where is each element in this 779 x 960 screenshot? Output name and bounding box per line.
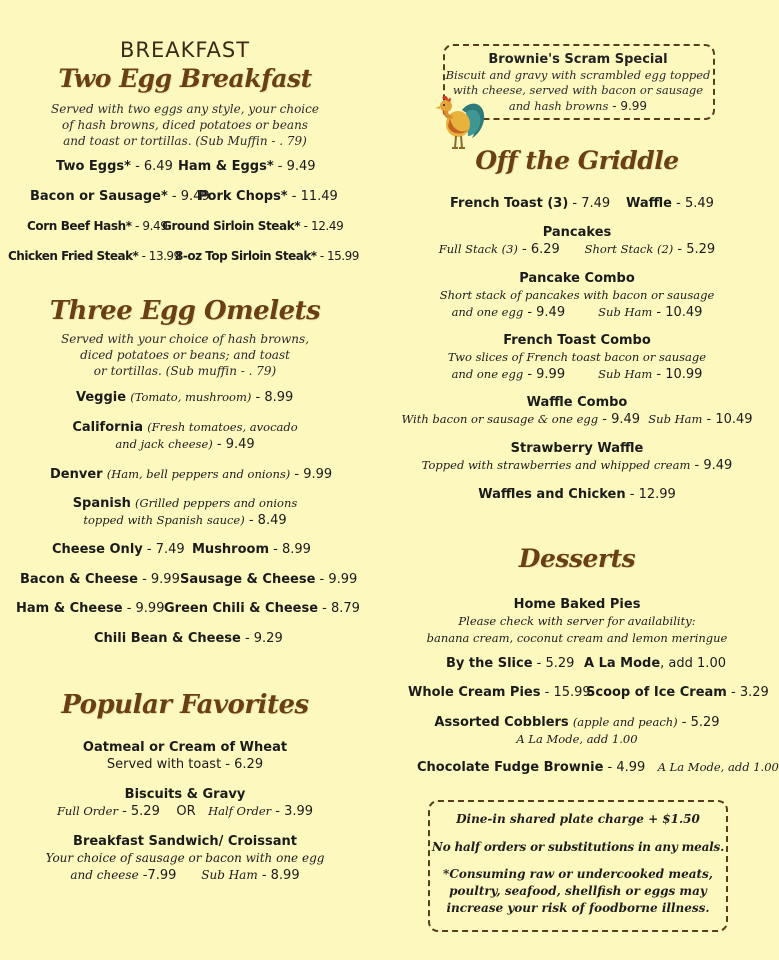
item-waffles-chicken[interactable]: Waffles and Chicken - 12.99 xyxy=(478,487,676,502)
item-cheese-only[interactable]: Cheese Only - 7.49 xyxy=(52,542,185,557)
griddle-title: Off the Griddle xyxy=(475,146,679,175)
item-chicken-fried-steak[interactable]: Chicken Fried Steak* - 13.99 xyxy=(8,249,181,263)
item-mushroom[interactable]: Mushroom - 8.99 xyxy=(192,542,311,557)
item-sausage-cheese[interactable]: Sausage & Cheese - 9.99 xyxy=(180,572,358,587)
item-pancake-combo[interactable]: Pancake Combo Short stack of pancakes with bacon or sausage and one egg - 9.49 Sub Ham - 10.49 xyxy=(439,271,715,320)
breakfast-label: BREAKFAST xyxy=(119,38,251,62)
item-breakfast-sandwich[interactable]: Breakfast Sandwich/ Croissant Your choice of sausage or bacon with one egg and cheese -7.99 Sub Ham - 8.99 xyxy=(45,834,325,883)
item-corn-beef-hash[interactable]: Corn Beef Hash* - 9.49 xyxy=(27,219,168,233)
item-pancakes[interactable]: Pancakes Full Stack (3) - 6.29 Short Stack (2) - 5.29 xyxy=(438,225,716,257)
popular-title: Popular Favorites xyxy=(61,690,309,720)
two-egg-title: Two Egg Breakfast xyxy=(58,64,312,93)
two-egg-desc: Served with two eggs any style, your choice of hash browns, diced potatoes or beans and toast or tortillas. (Sub Muffin - . 79) xyxy=(51,102,319,148)
item-home-baked-pies: Home Baked Pies Please check with server for availability: banana cream, coconut cream and lemon meringue xyxy=(426,597,728,645)
item-waffle[interactable]: Waffle - 5.49 xyxy=(626,196,714,211)
item-french-toast-combo[interactable]: French Toast Combo Two slices of French toast bacon or sausage and one egg - 9.99 Sub Ham - 10.99 xyxy=(447,333,707,382)
item-strawberry-waffle[interactable]: Strawberry Waffle Topped with strawberries and whipped cream - 9.49 xyxy=(421,441,733,473)
item-waffle-combo[interactable]: Waffle Combo With bacon or sausage & one egg - 9.49 Sub Ham - 10.49 xyxy=(401,395,753,427)
item-by-the-slice[interactable]: By the Slice - 5.29 xyxy=(446,656,575,671)
item-ham-eggs[interactable]: Ham & Eggs* - 9.49 xyxy=(178,159,316,174)
item-scoop-ice-cream[interactable]: Scoop of Ice Cream - 3.29 xyxy=(586,685,769,700)
omelets-title: Three Egg Omelets xyxy=(49,296,321,326)
item-california-omelet[interactable]: California (Fresh tomatoes, avocado and jack cheese) - 9.49 xyxy=(72,420,298,452)
desserts-title: Desserts xyxy=(518,544,636,573)
item-two-eggs[interactable]: Two Eggs* - 6.49 xyxy=(56,159,173,174)
item-veggie-omelet[interactable]: Veggie (Tomato, mushroom) - 8.99 xyxy=(76,390,294,405)
scram-special: Brownie's Scram Special Biscuit and gravy with scrambled egg topped with cheese, served with bacon or sausage and hash browns - 9.99 xyxy=(445,52,711,113)
rooster-icon xyxy=(432,90,488,152)
item-whole-cream-pies[interactable]: Whole Cream Pies - 15.99 xyxy=(408,685,591,700)
item-denver-omelet[interactable]: Denver (Ham, bell peppers and onions) - 9.99 xyxy=(50,467,333,482)
item-fudge-brownie[interactable]: Chocolate Fudge Brownie - 4.99 A La Mode, add 1.00 xyxy=(417,760,779,775)
item-pork-chops[interactable]: Pork Chops* - 11.49 xyxy=(198,189,338,204)
item-green-chili-cheese[interactable]: Green Chili & Cheese - 8.79 xyxy=(164,601,360,616)
item-spanish-omelet[interactable]: Spanish (Grilled peppers and onions topped with Spanish sauce) - 8.49 xyxy=(72,496,298,528)
item-top-sirloin[interactable]: 8-oz Top Sirloin Steak* - 15.99 xyxy=(175,249,359,263)
item-assorted-cobblers[interactable]: Assorted Cobblers (apple and peach) - 5.29 A La Mode, add 1.00 xyxy=(434,715,720,746)
item-a-la-mode[interactable]: A La Mode, add 1.00 xyxy=(584,656,726,671)
item-ground-sirloin[interactable]: Ground Sirloin Steak* - 12.49 xyxy=(162,219,344,233)
omelets-desc: Served with your choice of hash browns, diced potatoes or beans; and toast or tortillas. (Sub muffin - . 79) xyxy=(60,332,310,378)
notice-text: Dine-in shared plate charge + $1.50 No half orders or substitutions in any meals. *Consuming raw or undercooked meats, poultry, seafood, shellfish or eggs may increase your risk of foodborne illness. xyxy=(431,812,725,915)
item-ham-cheese[interactable]: Ham & Cheese - 9.99 xyxy=(16,601,165,616)
item-bacon-cheese[interactable]: Bacon & Cheese - 9.99 xyxy=(20,572,180,587)
item-oatmeal[interactable]: Oatmeal or Cream of Wheat Served with toast - 6.29 xyxy=(82,740,288,772)
item-french-toast[interactable]: French Toast (3) - 7.49 xyxy=(450,196,611,211)
item-biscuits-gravy[interactable]: Biscuits & Gravy Full Order - 5.29 OR Half Order - 3.99 xyxy=(56,787,314,819)
item-bacon-sausage[interactable]: Bacon or Sausage* - 9.49 xyxy=(30,189,210,204)
item-chili-bean-cheese[interactable]: Chili Bean & Cheese - 9.29 xyxy=(94,631,283,646)
